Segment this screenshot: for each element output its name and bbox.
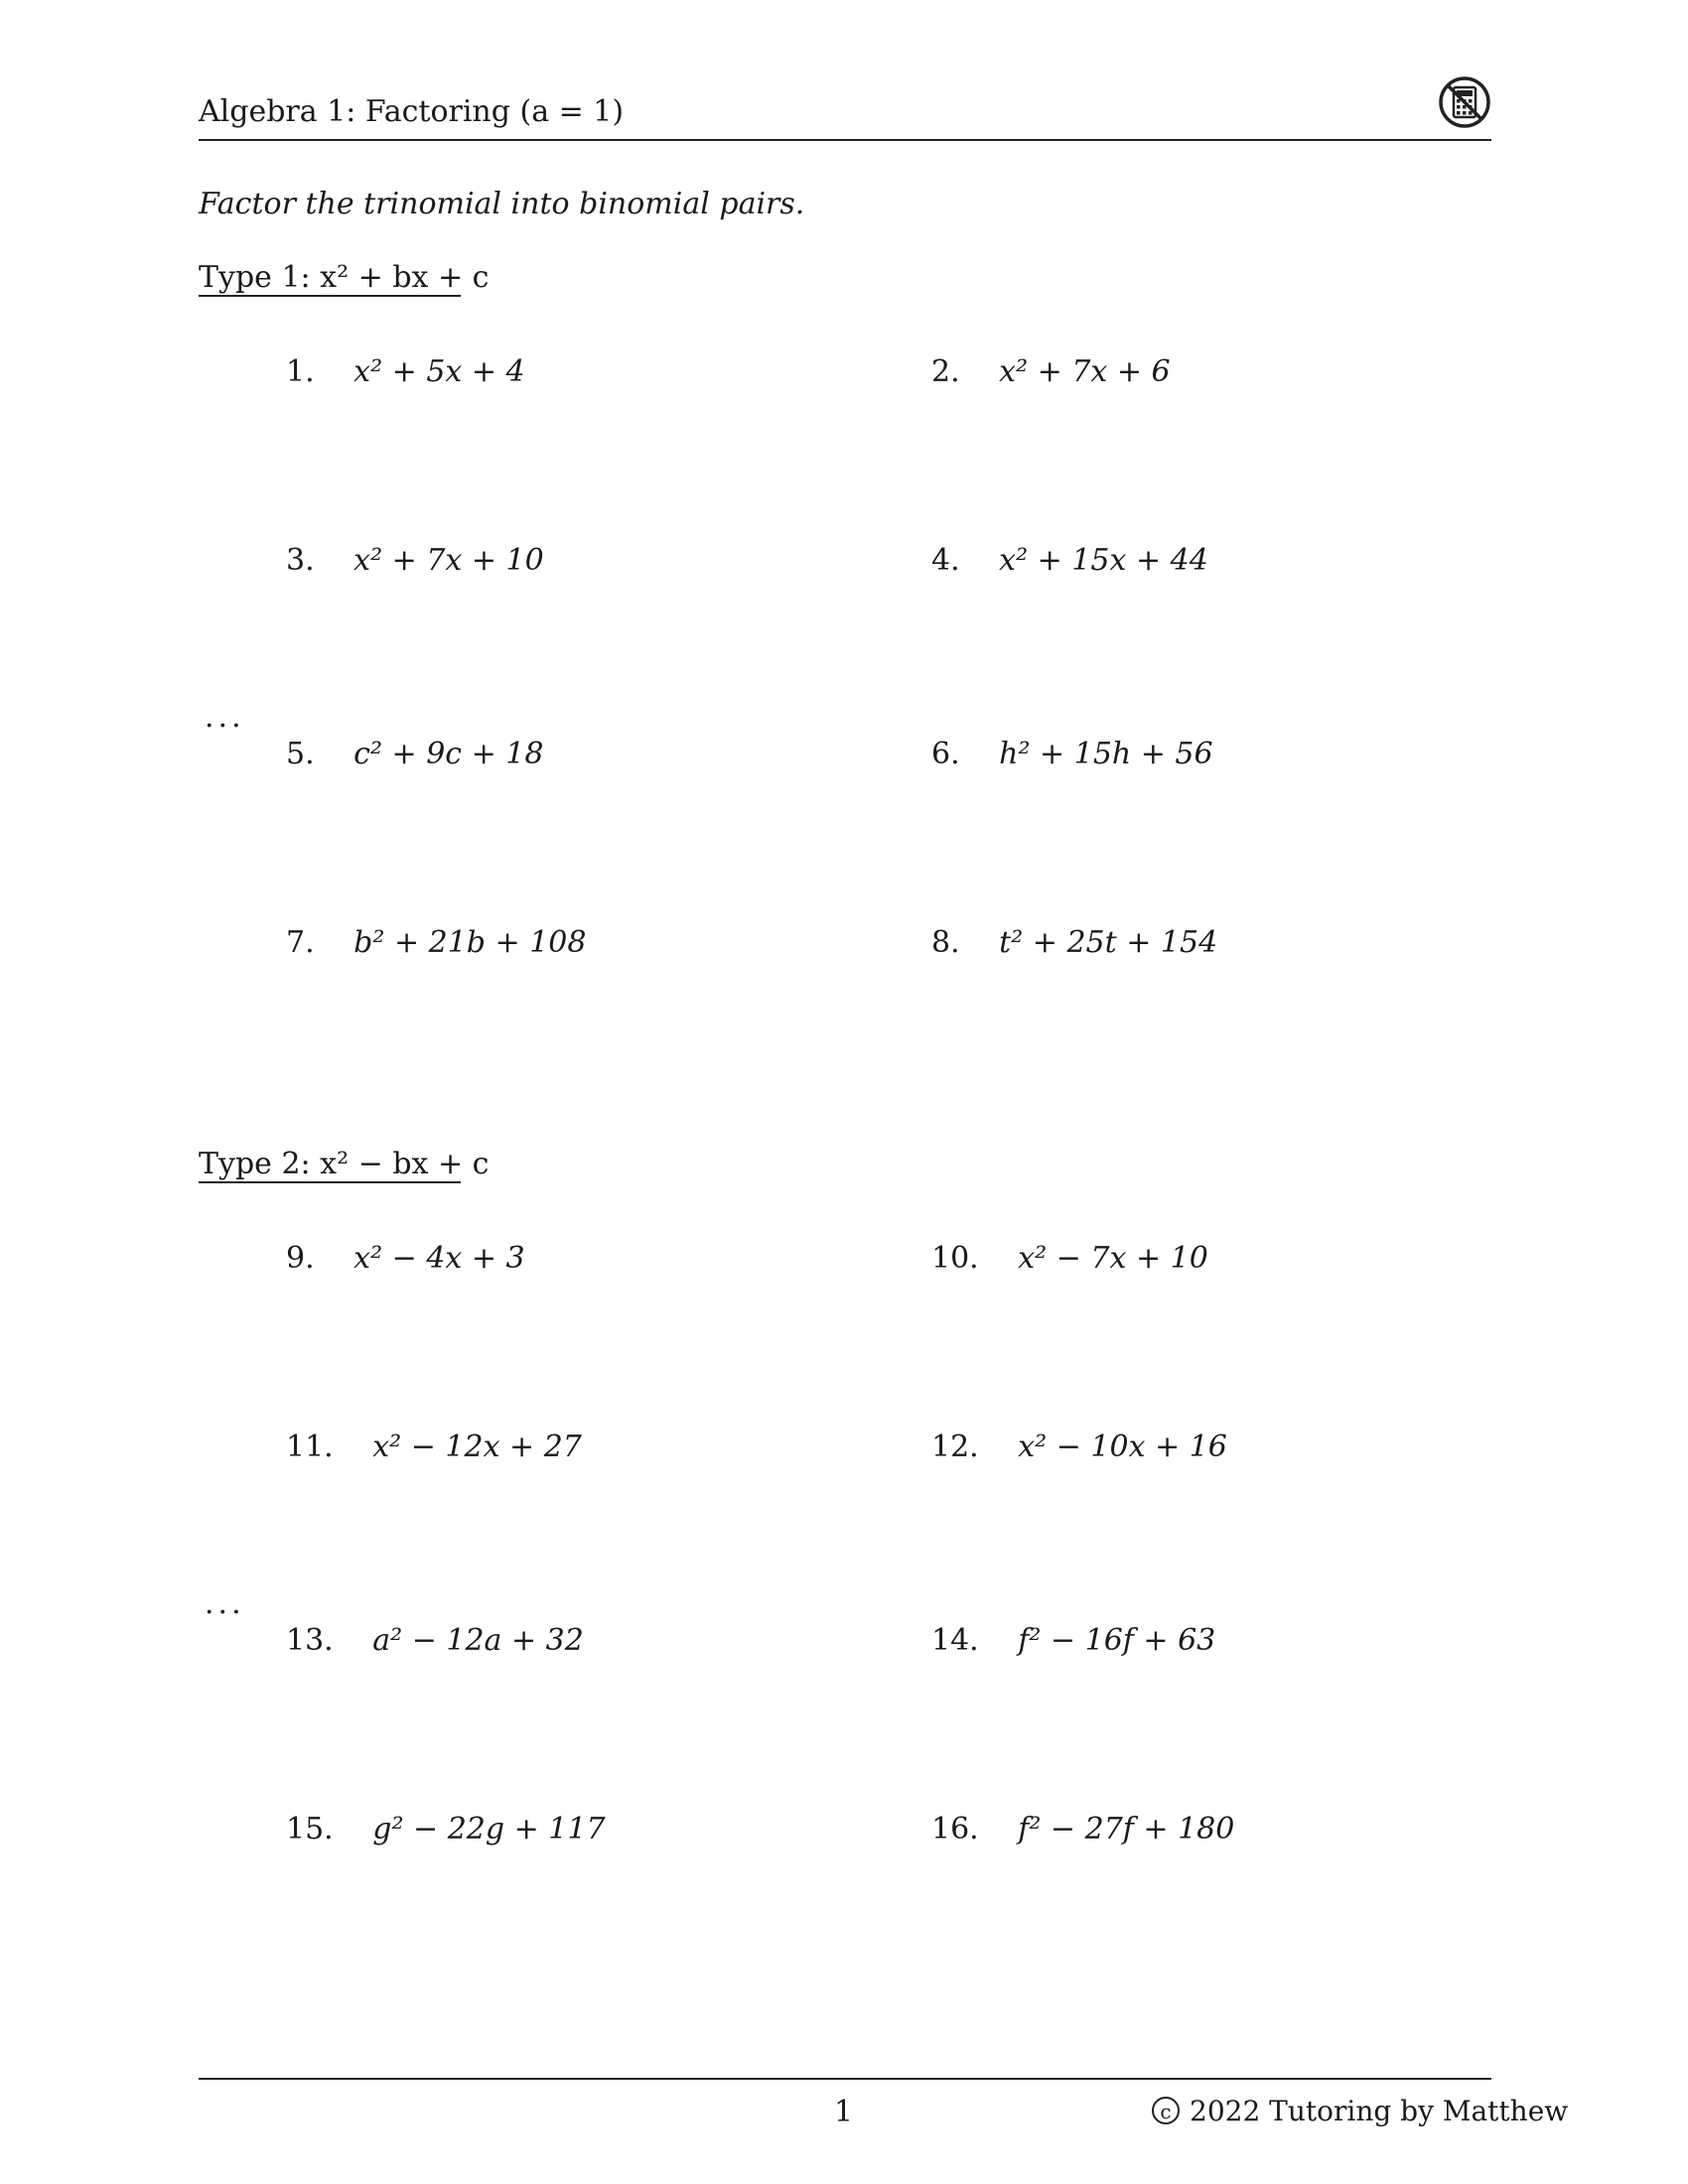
problem-expression: x² − 7x + 10 xyxy=(1018,1241,1208,1276)
problem-13 xyxy=(286,1623,584,1658)
problem-expression: b² + 21b + 108 xyxy=(353,925,587,960)
page-title-text: Algebra 1: Factoring (a = 1) xyxy=(199,94,625,129)
header-divider xyxy=(199,139,1491,141)
problem-number: 4. xyxy=(931,543,960,578)
section-heading-type-2 xyxy=(199,1147,489,1181)
problem-8 xyxy=(931,925,1218,960)
problem-15 xyxy=(286,1812,606,1846)
section-heading-underline xyxy=(199,1181,461,1183)
problem-1 xyxy=(286,354,525,389)
problem-number: 2. xyxy=(931,354,960,389)
problem-number: 11. xyxy=(286,1430,334,1464)
page-number: 1 xyxy=(834,2095,854,2129)
problem-number: 8. xyxy=(931,925,960,960)
ellipsis: ... xyxy=(205,700,245,735)
problem-16 xyxy=(931,1812,1235,1846)
footer-divider xyxy=(199,2078,1491,2080)
problem-number: 16. xyxy=(931,1812,979,1846)
problem-number: 10. xyxy=(931,1241,979,1276)
problem-expression: x² + 15x + 44 xyxy=(999,543,1208,578)
problem-expression: x² + 5x + 4 xyxy=(353,354,525,389)
section-heading-underline xyxy=(199,295,461,297)
page-title xyxy=(199,94,625,129)
problem-number: 9. xyxy=(286,1241,315,1276)
problem-expression: x² + 7x + 10 xyxy=(353,543,544,578)
copyright-text: 2022 Tutoring by Matthew xyxy=(1190,2095,1569,2127)
problem-number: 5. xyxy=(286,737,315,771)
no-calculator-icon xyxy=(1438,75,1491,129)
problem-number: 14. xyxy=(931,1623,979,1658)
problem-14 xyxy=(931,1623,1216,1658)
problem-number: 7. xyxy=(286,925,315,960)
problem-12 xyxy=(931,1430,1227,1464)
problem-expression: a² − 12a + 32 xyxy=(372,1623,584,1658)
problem-number: 12. xyxy=(931,1430,979,1464)
problem-9 xyxy=(286,1241,525,1276)
copyright-icon: c xyxy=(1152,2097,1180,2124)
problem-expression: t² + 25t + 154 xyxy=(999,925,1218,960)
problem-expression: c² + 9c + 18 xyxy=(353,737,544,771)
problem-10 xyxy=(931,1241,1208,1276)
problem-expression: x² − 12x + 27 xyxy=(372,1430,582,1464)
section-heading-type-1 xyxy=(199,260,489,295)
problem-expression: x² − 10x + 16 xyxy=(1018,1430,1227,1464)
problem-expression: x² − 4x + 3 xyxy=(353,1241,525,1276)
ellipsis: ... xyxy=(205,1586,245,1621)
problem-expression: x² + 7x + 6 xyxy=(999,354,1171,389)
problem-3 xyxy=(286,543,544,578)
problem-expression: f² − 27f + 180 xyxy=(1018,1812,1235,1846)
problem-number: 13. xyxy=(286,1623,334,1658)
problem-number: 15. xyxy=(286,1812,334,1846)
instructions: Factor the trinomial into binomial pairs. xyxy=(199,187,805,221)
section-heading-text: Type 1: x² + bx + c xyxy=(199,260,490,295)
copyright-notice xyxy=(1152,2095,1568,2127)
section-heading-text: Type 2: x² − bx + c xyxy=(199,1147,490,1181)
problem-4 xyxy=(931,543,1208,578)
problem-11 xyxy=(286,1430,582,1464)
problem-5 xyxy=(286,737,544,771)
problem-7 xyxy=(286,925,587,960)
problem-6 xyxy=(931,737,1213,771)
problem-number: 3. xyxy=(286,543,315,578)
problem-2 xyxy=(931,354,1171,389)
problem-expression: g² − 22g + 117 xyxy=(372,1812,606,1846)
problem-number: 6. xyxy=(931,737,960,771)
problem-expression: h² + 15h + 56 xyxy=(999,737,1213,771)
problem-expression: f² − 16f + 63 xyxy=(1018,1623,1216,1658)
problem-number: 1. xyxy=(286,354,315,389)
